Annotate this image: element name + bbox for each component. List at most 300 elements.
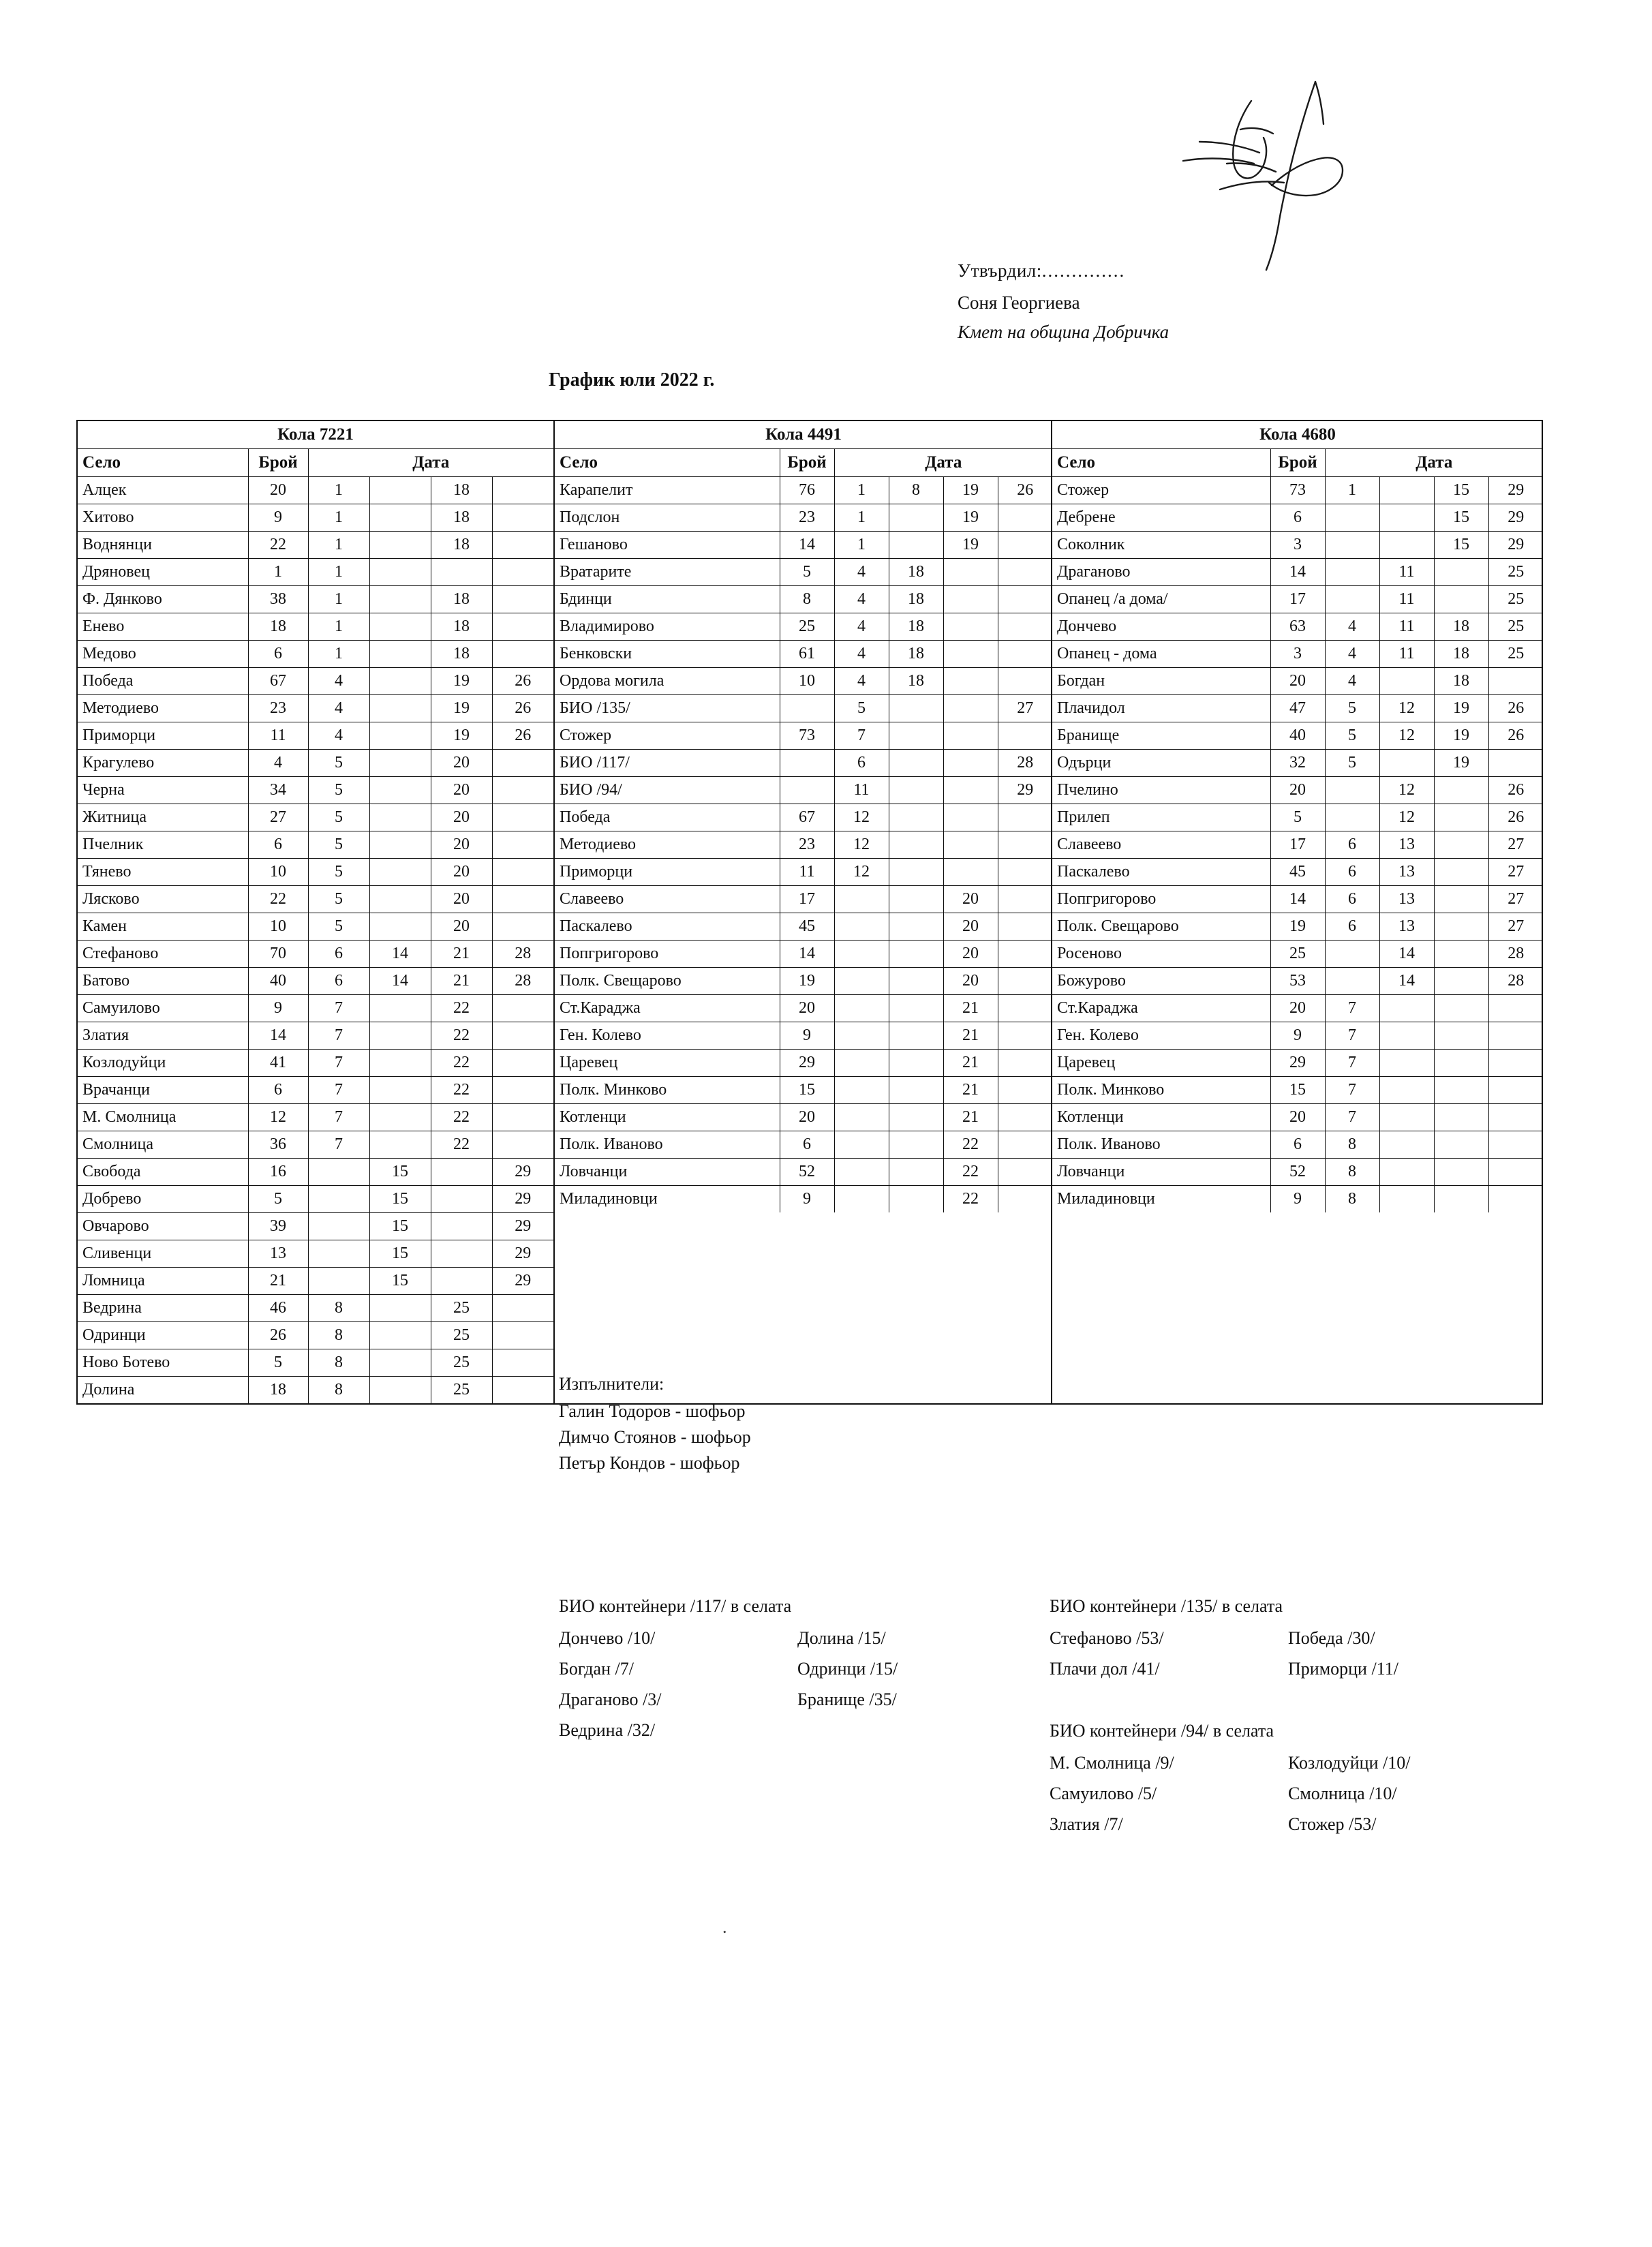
cell-date bbox=[492, 559, 553, 586]
table-row bbox=[555, 913, 1052, 941]
cell-village: Ведрина bbox=[78, 1295, 248, 1322]
cell-date bbox=[998, 1050, 1052, 1077]
cell-date: 28 bbox=[492, 941, 553, 968]
cell-village: Козлодуйци bbox=[78, 1050, 248, 1077]
cell-date: 11 bbox=[1379, 641, 1434, 668]
cell-date: 18 bbox=[431, 641, 492, 668]
table-row bbox=[555, 504, 1052, 532]
table-row bbox=[78, 995, 553, 1022]
cell-village: Котленци bbox=[555, 1104, 780, 1131]
bio-village: Приморци /11/ bbox=[1288, 1659, 1398, 1679]
col-header-date: Дата bbox=[1325, 449, 1543, 477]
cell-date: 14 bbox=[1379, 968, 1434, 995]
cell-village: Паскалево bbox=[555, 913, 780, 941]
bio-note-column-left bbox=[1050, 1749, 1288, 1841]
cell-village: Врачанци bbox=[78, 1077, 248, 1104]
cell-date: 18 bbox=[431, 613, 492, 641]
cell-date bbox=[889, 722, 943, 750]
cell-date: 21 bbox=[943, 1077, 998, 1104]
cell-date bbox=[943, 722, 998, 750]
cell-date bbox=[1325, 804, 1379, 831]
cell-date: 19 bbox=[431, 722, 492, 750]
cell-date: 18 bbox=[431, 504, 492, 532]
cell-count: 19 bbox=[1270, 913, 1325, 941]
cell-village: Прилеп bbox=[1052, 804, 1270, 831]
cell-date: 22 bbox=[431, 1131, 492, 1159]
cell-date: 20 bbox=[431, 913, 492, 941]
cell-date: 25 bbox=[431, 1322, 492, 1349]
cell-date bbox=[834, 941, 889, 968]
table-row bbox=[1052, 532, 1543, 559]
bio-village: Бранище /35/ bbox=[797, 1690, 897, 1709]
cell-date: 20 bbox=[431, 886, 492, 913]
table-row bbox=[78, 1022, 553, 1050]
cell-count: 20 bbox=[1270, 995, 1325, 1022]
cell-count: 16 bbox=[248, 1159, 308, 1186]
cell-village: Черна bbox=[78, 777, 248, 804]
table-row bbox=[1052, 586, 1543, 613]
cell-date: 4 bbox=[1325, 641, 1379, 668]
cell-date bbox=[492, 1077, 553, 1104]
cell-date: 22 bbox=[431, 995, 492, 1022]
bio-village: Плачи дол /41/ bbox=[1050, 1659, 1160, 1679]
table-row bbox=[78, 668, 553, 695]
cell-date: 6 bbox=[1325, 886, 1379, 913]
cell-date bbox=[431, 1213, 492, 1240]
approver-name: Соня Георгиева bbox=[958, 292, 1080, 314]
cell-date bbox=[369, 750, 431, 777]
cell-date: 6 bbox=[308, 941, 369, 968]
cell-village: Драганово bbox=[1052, 559, 1270, 586]
cell-date: 4 bbox=[834, 668, 889, 695]
cell-count: 6 bbox=[780, 1131, 834, 1159]
table-row bbox=[555, 1186, 1052, 1213]
cell-date: 27 bbox=[1488, 913, 1543, 941]
table-row bbox=[78, 477, 553, 504]
cell-village: Божурово bbox=[1052, 968, 1270, 995]
bio-village: Златия /7/ bbox=[1050, 1814, 1123, 1834]
cell-date bbox=[369, 668, 431, 695]
cell-count: 52 bbox=[780, 1159, 834, 1186]
cell-date bbox=[1488, 995, 1543, 1022]
col-header-village: Село bbox=[1052, 449, 1270, 477]
table-row bbox=[1052, 1131, 1543, 1159]
table-row bbox=[78, 722, 553, 750]
approved-by-label: Утвърдил: bbox=[958, 260, 1042, 281]
table-row bbox=[555, 968, 1052, 995]
cell-date: 22 bbox=[943, 1131, 998, 1159]
bio-village: Стефаново /53/ bbox=[1050, 1628, 1164, 1648]
cell-date: 13 bbox=[1379, 859, 1434, 886]
cell-date: 28 bbox=[1488, 968, 1543, 995]
cell-village: Миладиновци bbox=[555, 1186, 780, 1213]
cell-date bbox=[998, 532, 1052, 559]
cell-date bbox=[1434, 1077, 1488, 1104]
table-row bbox=[78, 1322, 553, 1349]
cell-date: 25 bbox=[1488, 559, 1543, 586]
cell-village: Долина bbox=[78, 1377, 248, 1404]
cell-village: Камен bbox=[78, 913, 248, 941]
cell-date: 1 bbox=[308, 559, 369, 586]
cell-date bbox=[1434, 804, 1488, 831]
cell-date: 20 bbox=[943, 941, 998, 968]
cell-count: 41 bbox=[248, 1050, 308, 1077]
cell-date: 7 bbox=[308, 1131, 369, 1159]
cell-date: 26 bbox=[1488, 777, 1543, 804]
cell-date: 27 bbox=[1488, 886, 1543, 913]
cell-date bbox=[492, 1104, 553, 1131]
table-row bbox=[78, 1077, 553, 1104]
cell-village: Опанец - дома bbox=[1052, 641, 1270, 668]
cell-date: 15 bbox=[1434, 532, 1488, 559]
cell-count: 9 bbox=[780, 1186, 834, 1213]
cell-date: 7 bbox=[1325, 1104, 1379, 1131]
cell-date bbox=[998, 613, 1052, 641]
cell-date bbox=[1434, 831, 1488, 859]
cell-village: Ново Ботево bbox=[78, 1349, 248, 1377]
table-row bbox=[555, 1159, 1052, 1186]
table-row bbox=[1052, 668, 1543, 695]
bio-village: Драганово /3/ bbox=[559, 1690, 662, 1709]
cell-date: 26 bbox=[492, 668, 553, 695]
cell-date: 5 bbox=[1325, 750, 1379, 777]
cell-date bbox=[369, 532, 431, 559]
cell-date: 21 bbox=[943, 995, 998, 1022]
cell-date bbox=[1379, 668, 1434, 695]
cell-count: 38 bbox=[248, 586, 308, 613]
table-row bbox=[78, 804, 553, 831]
cell-count: 11 bbox=[248, 722, 308, 750]
cell-count: 23 bbox=[248, 695, 308, 722]
cell-date bbox=[998, 641, 1052, 668]
cell-date: 18 bbox=[1434, 668, 1488, 695]
table-row bbox=[1052, 913, 1543, 941]
cell-date: 29 bbox=[1488, 532, 1543, 559]
page-dot-mark: . bbox=[722, 1917, 727, 1937]
cell-date bbox=[369, 859, 431, 886]
cell-date bbox=[834, 1050, 889, 1077]
cell-date: 4 bbox=[834, 559, 889, 586]
cell-date bbox=[369, 1295, 431, 1322]
cell-count: 3 bbox=[1270, 641, 1325, 668]
bio-note-column-right bbox=[1288, 1749, 1527, 1841]
cell-date bbox=[834, 1131, 889, 1159]
cell-village: Вратарите bbox=[555, 559, 780, 586]
cell-village: Добрево bbox=[78, 1186, 248, 1213]
cell-date bbox=[834, 1022, 889, 1050]
cell-village: Подслон bbox=[555, 504, 780, 532]
cell-date bbox=[308, 1213, 369, 1240]
cell-date bbox=[369, 1077, 431, 1104]
col-header-count: Брой bbox=[780, 449, 834, 477]
cell-date: 13 bbox=[1379, 913, 1434, 941]
cell-count: 8 bbox=[780, 586, 834, 613]
cell-date: 21 bbox=[431, 968, 492, 995]
cell-date bbox=[943, 859, 998, 886]
cell-date: 5 bbox=[308, 804, 369, 831]
cell-count: 17 bbox=[1270, 586, 1325, 613]
cell-village: Опанец /а дома/ bbox=[1052, 586, 1270, 613]
approver-role: Кмет на община Добричка bbox=[958, 322, 1169, 343]
cell-date bbox=[492, 1322, 553, 1349]
cell-date bbox=[492, 886, 553, 913]
cell-date: 5 bbox=[308, 859, 369, 886]
cell-date: 12 bbox=[1379, 777, 1434, 804]
cell-village: Сливенци bbox=[78, 1240, 248, 1268]
cell-date bbox=[308, 1268, 369, 1295]
cell-count: 29 bbox=[1270, 1050, 1325, 1077]
col-header-date: Дата bbox=[834, 449, 1052, 477]
cell-date: 1 bbox=[834, 504, 889, 532]
cell-count: 6 bbox=[248, 1077, 308, 1104]
cell-date bbox=[1488, 1077, 1543, 1104]
table-row bbox=[1052, 750, 1543, 777]
bio-note-title: БИО контейнери /135/ в селата bbox=[1050, 1596, 1283, 1616]
table-row bbox=[78, 913, 553, 941]
truck-title: Кола 4680 bbox=[1052, 421, 1543, 449]
cell-village: Гешаново bbox=[555, 532, 780, 559]
cell-date: 29 bbox=[1488, 504, 1543, 532]
cell-date bbox=[1434, 1050, 1488, 1077]
cell-date bbox=[889, 804, 943, 831]
cell-date: 19 bbox=[943, 477, 998, 504]
cell-date: 26 bbox=[492, 695, 553, 722]
cell-count: 40 bbox=[1270, 722, 1325, 750]
cell-date: 19 bbox=[1434, 695, 1488, 722]
cell-date bbox=[889, 831, 943, 859]
cell-count: 36 bbox=[248, 1131, 308, 1159]
cell-date: 28 bbox=[1488, 941, 1543, 968]
cell-date bbox=[1325, 532, 1379, 559]
cell-date: 25 bbox=[431, 1295, 492, 1322]
cell-date: 5 bbox=[308, 886, 369, 913]
cell-date: 1 bbox=[1325, 477, 1379, 504]
cell-village: Миладиновци bbox=[1052, 1186, 1270, 1213]
cell-date bbox=[492, 1050, 553, 1077]
executor-name: Димчо Стоянов - шофьор bbox=[559, 1426, 751, 1447]
table-row bbox=[1052, 1186, 1543, 1213]
cell-date: 26 bbox=[1488, 695, 1543, 722]
cell-count: 26 bbox=[248, 1322, 308, 1349]
cell-date bbox=[889, 695, 943, 722]
cell-date bbox=[889, 777, 943, 804]
cell-date bbox=[834, 968, 889, 995]
cell-date: 27 bbox=[1488, 859, 1543, 886]
cell-village: Ст.Караджа bbox=[1052, 995, 1270, 1022]
cell-count: 18 bbox=[248, 1377, 308, 1404]
cell-date: 29 bbox=[1488, 477, 1543, 504]
cell-date: 5 bbox=[1325, 695, 1379, 722]
cell-date bbox=[943, 695, 998, 722]
cell-date bbox=[369, 1322, 431, 1349]
cell-date: 19 bbox=[431, 695, 492, 722]
cell-count: 29 bbox=[780, 1050, 834, 1077]
cell-date bbox=[1379, 1022, 1434, 1050]
cell-village: Дряновец bbox=[78, 559, 248, 586]
cell-village: Попгригорово bbox=[1052, 886, 1270, 913]
cell-date: 6 bbox=[834, 750, 889, 777]
cell-village: Владимирово bbox=[555, 613, 780, 641]
cell-date: 22 bbox=[431, 1077, 492, 1104]
cell-date bbox=[1379, 1077, 1434, 1104]
cell-date bbox=[889, 1077, 943, 1104]
cell-date: 4 bbox=[834, 613, 889, 641]
table-row bbox=[555, 995, 1052, 1022]
cell-village: Крагулево bbox=[78, 750, 248, 777]
table-row bbox=[555, 886, 1052, 913]
cell-date bbox=[998, 722, 1052, 750]
cell-date bbox=[492, 859, 553, 886]
cell-date: 18 bbox=[431, 586, 492, 613]
table-row bbox=[555, 777, 1052, 804]
cell-count: 9 bbox=[248, 995, 308, 1022]
cell-date: 8 bbox=[1325, 1131, 1379, 1159]
cell-village: Овчарово bbox=[78, 1213, 248, 1240]
table-row bbox=[1052, 804, 1543, 831]
cell-date: 20 bbox=[431, 777, 492, 804]
cell-date bbox=[1488, 1022, 1543, 1050]
cell-date: 7 bbox=[1325, 1022, 1379, 1050]
cell-date bbox=[369, 641, 431, 668]
cell-village: Полк. Иваново bbox=[555, 1131, 780, 1159]
cell-count: 76 bbox=[780, 477, 834, 504]
schedule-table-7221 bbox=[78, 421, 555, 1403]
cell-village: Ловчанци bbox=[555, 1159, 780, 1186]
cell-date bbox=[1379, 995, 1434, 1022]
table-row bbox=[1052, 859, 1543, 886]
table-row bbox=[1052, 695, 1543, 722]
cell-date bbox=[1434, 886, 1488, 913]
cell-date bbox=[943, 804, 998, 831]
cell-date: 25 bbox=[1488, 641, 1543, 668]
table-row bbox=[78, 886, 553, 913]
cell-date bbox=[998, 1159, 1052, 1186]
cell-date: 25 bbox=[1488, 613, 1543, 641]
cell-date: 20 bbox=[431, 831, 492, 859]
cell-date: 1 bbox=[308, 613, 369, 641]
cell-village: Приморци bbox=[555, 859, 780, 886]
cell-village: Ф. Дянково bbox=[78, 586, 248, 613]
cell-date: 27 bbox=[998, 695, 1052, 722]
cell-count: 63 bbox=[1270, 613, 1325, 641]
cell-date: 20 bbox=[943, 886, 998, 913]
cell-date: 25 bbox=[1488, 586, 1543, 613]
table-row bbox=[555, 941, 1052, 968]
cell-date bbox=[998, 968, 1052, 995]
cell-count: 5 bbox=[248, 1186, 308, 1213]
cell-count: 17 bbox=[780, 886, 834, 913]
cell-date: 22 bbox=[943, 1186, 998, 1213]
cell-village: Стожер bbox=[1052, 477, 1270, 504]
table-row bbox=[555, 1022, 1052, 1050]
cell-date bbox=[1379, 1131, 1434, 1159]
cell-date: 12 bbox=[1379, 695, 1434, 722]
cell-date: 5 bbox=[308, 777, 369, 804]
cell-date bbox=[1325, 941, 1379, 968]
cell-village: Полк. Минково bbox=[555, 1077, 780, 1104]
cell-date bbox=[431, 1186, 492, 1213]
cell-village: Славеево bbox=[1052, 831, 1270, 859]
table-row bbox=[78, 586, 553, 613]
table-row bbox=[555, 613, 1052, 641]
cell-date: 29 bbox=[492, 1186, 553, 1213]
table-row bbox=[1052, 831, 1543, 859]
table-header-row bbox=[78, 449, 553, 477]
cell-village: Славеево bbox=[555, 886, 780, 913]
cell-date: 7 bbox=[1325, 1050, 1379, 1077]
cell-date: 15 bbox=[1434, 477, 1488, 504]
cell-date: 18 bbox=[889, 586, 943, 613]
cell-date bbox=[1325, 777, 1379, 804]
cell-date: 8 bbox=[308, 1322, 369, 1349]
cell-date: 5 bbox=[308, 913, 369, 941]
cell-village: Енево bbox=[78, 613, 248, 641]
cell-date: 29 bbox=[492, 1240, 553, 1268]
cell-date: 8 bbox=[1325, 1186, 1379, 1213]
cell-date: 18 bbox=[431, 532, 492, 559]
cell-count: 14 bbox=[780, 941, 834, 968]
cell-date bbox=[369, 1131, 431, 1159]
cell-date bbox=[943, 777, 998, 804]
cell-date bbox=[889, 1186, 943, 1213]
table-row bbox=[78, 968, 553, 995]
cell-village: Стефаново bbox=[78, 941, 248, 968]
cell-date bbox=[492, 804, 553, 831]
cell-count: 47 bbox=[1270, 695, 1325, 722]
cell-date: 18 bbox=[889, 668, 943, 695]
bio-note-135 bbox=[1050, 1593, 1527, 1686]
cell-date bbox=[369, 886, 431, 913]
cell-date: 19 bbox=[431, 668, 492, 695]
cell-date bbox=[1325, 504, 1379, 532]
cell-date bbox=[492, 1349, 553, 1377]
cell-date bbox=[492, 831, 553, 859]
cell-village: БИО /94/ bbox=[555, 777, 780, 804]
cell-village: Попгригорово bbox=[555, 941, 780, 968]
bio-note-94 bbox=[1050, 1717, 1527, 1841]
cell-date: 18 bbox=[431, 477, 492, 504]
cell-date bbox=[308, 1159, 369, 1186]
cell-date bbox=[834, 1077, 889, 1104]
col-header-date: Дата bbox=[308, 449, 553, 477]
table-row bbox=[555, 804, 1052, 831]
table-row bbox=[1052, 1077, 1543, 1104]
col-header-village: Село bbox=[78, 449, 248, 477]
cell-count: 6 bbox=[248, 641, 308, 668]
cell-date bbox=[998, 668, 1052, 695]
cell-date bbox=[369, 995, 431, 1022]
cell-date bbox=[943, 831, 998, 859]
cell-count: 53 bbox=[1270, 968, 1325, 995]
cell-date bbox=[431, 1240, 492, 1268]
bio-note-117 bbox=[559, 1593, 1036, 1747]
cell-count bbox=[780, 695, 834, 722]
cell-count: 46 bbox=[248, 1295, 308, 1322]
table-row bbox=[1052, 995, 1543, 1022]
cell-date bbox=[1434, 1159, 1488, 1186]
cell-count: 32 bbox=[1270, 750, 1325, 777]
table-header-row bbox=[1052, 449, 1543, 477]
cell-date: 18 bbox=[889, 613, 943, 641]
page-title: График юли 2022 г. bbox=[549, 369, 715, 391]
cell-village: Ордова могила bbox=[555, 668, 780, 695]
cell-date bbox=[1379, 1104, 1434, 1131]
table-row bbox=[555, 1077, 1052, 1104]
cell-village: Царевец bbox=[555, 1050, 780, 1077]
table-row bbox=[555, 586, 1052, 613]
cell-date: 19 bbox=[943, 504, 998, 532]
executor-name: Галин Тодоров - шофьор bbox=[559, 1401, 746, 1421]
